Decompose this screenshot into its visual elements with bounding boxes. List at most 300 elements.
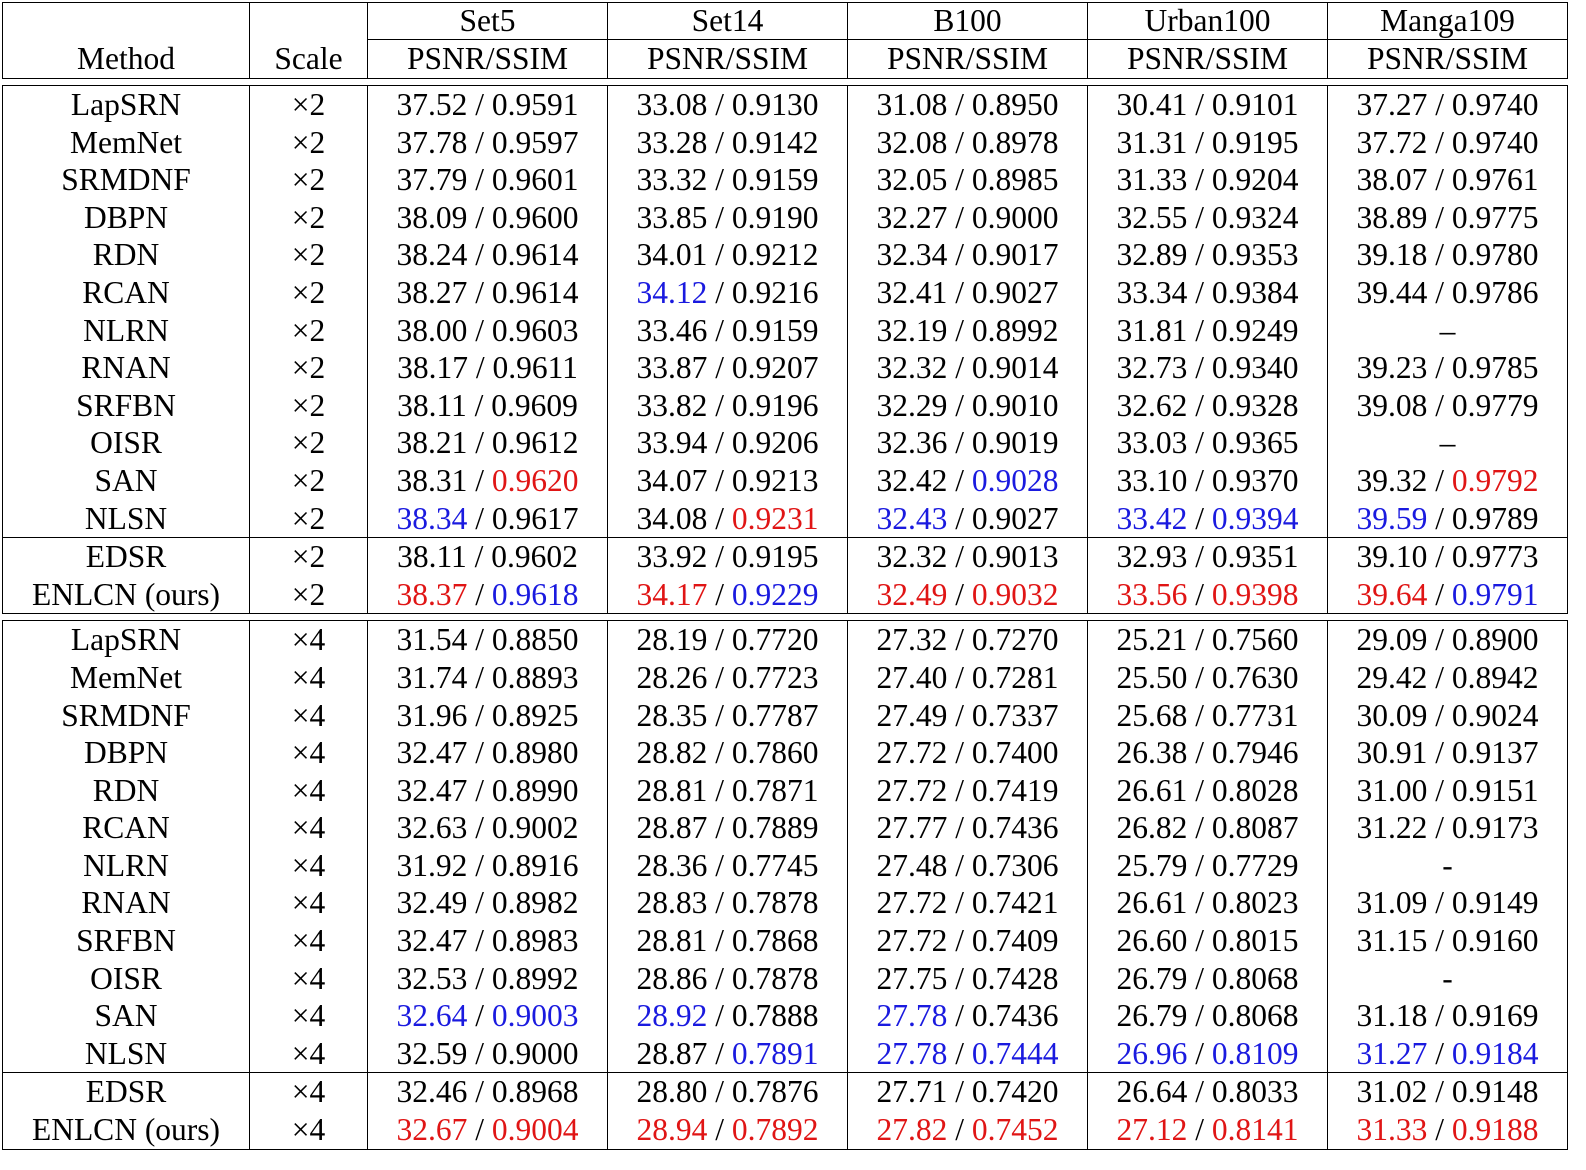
- ssim-value: 0.8990: [491, 772, 579, 808]
- value-separator: /: [1427, 539, 1452, 575]
- psnr-ssim-cell: [1088, 960, 1328, 998]
- method-cell: SRMDNF: [3, 161, 250, 199]
- method-cell: MemNet: [3, 124, 250, 162]
- psnr-value: 31.09: [1356, 885, 1428, 921]
- value-separator: /: [707, 350, 732, 386]
- value-separator: /: [1187, 237, 1212, 273]
- value-separator: /: [467, 847, 492, 883]
- method-cell: DBPN: [3, 734, 250, 772]
- value-separator: /: [947, 735, 972, 771]
- value-separator: /: [1427, 772, 1452, 808]
- value-separator: /: [467, 350, 493, 386]
- psnr-value: 29.42: [1356, 659, 1428, 695]
- psnr-value: 28.86: [636, 960, 708, 996]
- value-separator: /: [947, 162, 972, 198]
- psnr-ssim-cell: [1088, 884, 1328, 922]
- value-separator: /: [467, 274, 492, 310]
- psnr-value: 39.64: [1356, 576, 1428, 612]
- psnr-ssim-cell: [1088, 500, 1328, 538]
- psnr-ssim-cell: [1328, 734, 1568, 772]
- value-separator: /: [1187, 462, 1212, 498]
- ssim-value: 0.9149: [1451, 885, 1539, 921]
- psnr-ssim-cell: [368, 387, 608, 425]
- scale-cell: ×4: [250, 659, 368, 697]
- psnr-value: 28.87: [636, 1035, 708, 1071]
- ssim-value: 0.9024: [1451, 697, 1539, 733]
- psnr-ssim-cell: [1088, 659, 1328, 697]
- value-separator: /: [947, 576, 972, 612]
- value-separator: /: [1187, 1074, 1212, 1110]
- ssim-value: 0.8983: [491, 923, 579, 959]
- psnr-ssim-cell: [848, 236, 1088, 274]
- value-separator: /: [947, 923, 972, 959]
- psnr-value: 31.92: [396, 847, 468, 883]
- value-separator: /: [707, 539, 732, 575]
- value-separator: /: [467, 998, 492, 1034]
- results-table-container: [2, 2, 1568, 1150]
- ssim-value: 0.9618: [491, 576, 579, 612]
- psnr-ssim-cell: [1328, 922, 1568, 960]
- psnr-value: 38.27: [396, 274, 468, 310]
- ssim-value: 0.9773: [1451, 539, 1539, 575]
- ssim-value: 0.9213: [731, 462, 819, 498]
- psnr-value: 38.34: [396, 500, 468, 536]
- value-separator: /: [467, 810, 492, 846]
- ssim-value: 0.9791: [1451, 576, 1539, 612]
- ssim-value: 0.7281: [971, 659, 1059, 695]
- psnr-ssim-cell: [1088, 424, 1328, 462]
- ssim-value: 0.9160: [1451, 923, 1539, 959]
- ssim-value: 0.9014: [971, 350, 1059, 386]
- psnr-ssim-cell: [368, 424, 608, 462]
- psnr-ssim-cell: [1088, 1111, 1328, 1149]
- ssim-value: 0.7729: [1211, 847, 1299, 883]
- value-separator: /: [1187, 923, 1212, 959]
- ssim-value: 0.9600: [491, 199, 579, 235]
- psnr-ssim-cell: [1328, 847, 1568, 885]
- value-separator: /: [1187, 539, 1212, 575]
- psnr-ssim-cell: [1328, 424, 1568, 462]
- value-separator: /: [1187, 387, 1212, 423]
- psnr-ssim-cell: [848, 1073, 1088, 1111]
- scale-cell: ×4: [250, 997, 368, 1035]
- psnr-value: 25.68: [1116, 697, 1188, 733]
- value-separator: /: [947, 810, 972, 846]
- value-separator: /: [947, 274, 972, 310]
- psnr-ssim-cell: [1088, 312, 1328, 350]
- value-separator: /: [1427, 1112, 1452, 1148]
- table-row: [3, 500, 1568, 538]
- ssim-value: 0.9216: [731, 274, 819, 310]
- psnr-value: 34.17: [636, 576, 708, 612]
- psnr-value: 31.22: [1356, 810, 1428, 846]
- psnr-ssim-cell: [1328, 199, 1568, 237]
- header-metric: PSNR/SSIM: [1328, 40, 1568, 79]
- ssim-value: 0.8068: [1211, 998, 1299, 1034]
- psnr-ssim-cell: [608, 884, 848, 922]
- psnr-ssim-cell: [368, 1035, 608, 1073]
- psnr-value: 34.12: [636, 274, 708, 310]
- method-cell: LapSRN: [3, 621, 250, 659]
- header-dataset: B100: [848, 3, 1088, 40]
- value-separator: /: [1187, 885, 1212, 921]
- psnr-ssim-cell: [848, 161, 1088, 199]
- psnr-ssim-cell: [608, 576, 848, 614]
- ssim-value: 0.9740: [1451, 124, 1539, 160]
- value-separator: /: [1187, 350, 1212, 386]
- ssim-value: 0.9398: [1211, 576, 1299, 612]
- ssim-value: 0.7878: [731, 960, 819, 996]
- psnr-ssim-cell: [848, 1035, 1088, 1073]
- psnr-value: 32.67: [396, 1112, 468, 1148]
- ssim-value: 0.8850: [491, 622, 579, 658]
- value-separator: /: [467, 735, 492, 771]
- value-separator: /: [1187, 735, 1212, 771]
- psnr-ssim-cell: [848, 884, 1088, 922]
- psnr-ssim-cell: [1088, 236, 1328, 274]
- psnr-value: 38.21: [396, 425, 468, 461]
- value-separator: /: [467, 960, 492, 996]
- value-separator: /: [707, 576, 732, 612]
- psnr-ssim-cell: [1088, 734, 1328, 772]
- method-cell: EDSR: [3, 1073, 250, 1111]
- psnr-value: 31.00: [1356, 772, 1428, 808]
- psnr-value: 38.00: [396, 312, 468, 348]
- method-cell: ENLCN (ours): [3, 1111, 250, 1149]
- ssim-value: 0.7871: [731, 772, 819, 808]
- value-separator: /: [1187, 576, 1212, 612]
- scale-cell: ×2: [250, 538, 368, 576]
- psnr-ssim-cell: [1328, 884, 1568, 922]
- psnr-ssim-cell: [1088, 124, 1328, 162]
- psnr-value: 32.42: [876, 462, 948, 498]
- table-row: [3, 387, 1568, 425]
- ssim-value: 0.9019: [971, 425, 1059, 461]
- value-separator: /: [466, 387, 492, 423]
- method-cell: RNAN: [3, 884, 250, 922]
- psnr-value: 32.47: [396, 923, 468, 959]
- psnr-ssim-cell: [848, 847, 1088, 885]
- value-separator: /: [707, 659, 732, 695]
- ssim-value: 0.7946: [1211, 735, 1299, 771]
- ssim-value: 0.7428: [971, 960, 1059, 996]
- value-separator: /: [1187, 199, 1212, 235]
- psnr-ssim-cell: [368, 1111, 608, 1149]
- ssim-value: 0.9195: [1211, 124, 1299, 160]
- table-row: [3, 86, 1568, 124]
- ssim-value: 0.9148: [1451, 1074, 1539, 1110]
- psnr-ssim-cell: [608, 621, 848, 659]
- psnr-ssim-cell: [848, 576, 1088, 614]
- psnr-ssim-cell: [368, 659, 608, 697]
- value-separator: /: [1427, 500, 1452, 536]
- value-separator: /: [947, 350, 972, 386]
- psnr-value: 38.07: [1356, 162, 1428, 198]
- psnr-ssim-cell: [1328, 1073, 1568, 1111]
- method-cell: NLSN: [3, 1035, 250, 1073]
- psnr-value: 32.27: [876, 199, 948, 235]
- psnr-value: 32.05: [876, 162, 948, 198]
- value-separator: /: [1187, 810, 1212, 846]
- ssim-value: 0.9028: [971, 462, 1059, 498]
- psnr-ssim-cell: [1088, 997, 1328, 1035]
- psnr-value: 27.77: [876, 810, 948, 846]
- ssim-value: 0.8023: [1211, 885, 1299, 921]
- psnr-ssim-cell: [848, 538, 1088, 576]
- psnr-ssim-cell: [1328, 997, 1568, 1035]
- psnr-ssim-cell: [368, 274, 608, 312]
- value-separator: /: [1427, 124, 1452, 160]
- psnr-ssim-cell: [608, 500, 848, 538]
- psnr-value: 27.48: [876, 847, 948, 883]
- psnr-value: 38.31: [396, 462, 468, 498]
- psnr-value: 31.96: [396, 697, 468, 733]
- value-separator: /: [1427, 237, 1452, 273]
- value-separator: /: [947, 312, 972, 348]
- psnr-value: 32.53: [396, 960, 468, 996]
- psnr-ssim-cell: [1088, 86, 1328, 124]
- ssim-value: 0.7630: [1211, 659, 1299, 695]
- ssim-value: 0.7436: [971, 998, 1059, 1034]
- psnr-value: 37.78: [396, 124, 468, 160]
- method-cell: LapSRN: [3, 86, 250, 124]
- value-separator: /: [707, 1074, 732, 1110]
- value-separator: /: [707, 124, 732, 160]
- psnr-ssim-cell: [848, 809, 1088, 847]
- psnr-value: 39.18: [1356, 237, 1428, 273]
- psnr-ssim-cell: [368, 734, 608, 772]
- ssim-value: 0.9013: [971, 539, 1059, 575]
- value-separator: /: [467, 659, 492, 695]
- value-separator: /: [947, 1035, 972, 1071]
- ssim-value: 0.7720: [731, 622, 819, 658]
- psnr-ssim-cell: [608, 312, 848, 350]
- psnr-ssim-cell: [368, 500, 608, 538]
- psnr-ssim-cell: [1328, 124, 1568, 162]
- ssim-value: 0.8028: [1211, 772, 1299, 808]
- ssim-value: 0.7860: [731, 735, 819, 771]
- ssim-value: 0.9151: [1451, 772, 1539, 808]
- value-separator: /: [467, 425, 492, 461]
- value-separator: /: [467, 885, 492, 921]
- psnr-ssim-cell: [1088, 922, 1328, 960]
- psnr-ssim-cell: [608, 847, 848, 885]
- ssim-value: 0.8982: [491, 885, 579, 921]
- psnr-ssim-cell: [608, 161, 848, 199]
- psnr-ssim-cell: [368, 1073, 608, 1111]
- scale-cell: ×2: [250, 236, 368, 274]
- psnr-value: 37.72: [1356, 124, 1428, 160]
- psnr-ssim-cell: [848, 1111, 1088, 1149]
- header-dataset: Manga109: [1328, 3, 1568, 40]
- value-separator: /: [1427, 350, 1452, 386]
- psnr-value: 27.71: [876, 1074, 948, 1110]
- psnr-ssim-cell: [848, 124, 1088, 162]
- psnr-ssim-cell: [1328, 772, 1568, 810]
- value-separator: /: [1187, 425, 1212, 461]
- ssim-value: 0.9614: [491, 237, 579, 273]
- psnr-ssim-cell: [848, 621, 1088, 659]
- psnr-ssim-cell: [368, 576, 608, 614]
- psnr-value: 27.82: [876, 1112, 948, 1148]
- scale-cell: ×2: [250, 274, 368, 312]
- ssim-value: 0.9324: [1211, 199, 1299, 235]
- method-cell: MemNet: [3, 659, 250, 697]
- psnr-ssim-cell: [848, 349, 1088, 387]
- ssim-value: 0.9761: [1451, 162, 1539, 198]
- psnr-value: 33.10: [1116, 462, 1188, 498]
- ssim-value: 0.9003: [491, 998, 579, 1034]
- ssim-value: 0.7420: [971, 1074, 1059, 1110]
- value-separator: /: [707, 735, 732, 771]
- value-separator: /: [707, 387, 732, 423]
- value-separator: /: [707, 1035, 732, 1071]
- psnr-ssim-cell: [608, 199, 848, 237]
- psnr-ssim-cell: [1328, 86, 1568, 124]
- value-separator: /: [947, 1074, 972, 1110]
- ssim-value: 0.9394: [1211, 500, 1299, 536]
- psnr-ssim-cell: [368, 312, 608, 350]
- ssim-value: 0.8992: [971, 312, 1059, 348]
- psnr-value: 29.09: [1356, 622, 1428, 658]
- ssim-value: 0.9597: [491, 124, 579, 160]
- ssim-value: 0.7889: [731, 810, 819, 846]
- psnr-ssim-cell: [1088, 772, 1328, 810]
- ssim-value: 0.9353: [1211, 237, 1299, 273]
- psnr-value: 32.49: [876, 576, 948, 612]
- ssim-value: 0.7444: [971, 1035, 1059, 1071]
- method-cell: NLRN: [3, 847, 250, 885]
- ssim-value: 0.9602: [491, 539, 578, 575]
- ssim-value: 0.7270: [971, 622, 1059, 658]
- psnr-value: 33.56: [1116, 576, 1188, 612]
- value-separator: /: [1187, 659, 1212, 695]
- method-cell: NLRN: [3, 312, 250, 350]
- table-row: [3, 161, 1568, 199]
- ssim-value: 0.7560: [1211, 622, 1299, 658]
- psnr-value: 33.28: [636, 124, 708, 160]
- psnr-ssim-cell: [368, 922, 608, 960]
- psnr-value: 27.72: [876, 772, 948, 808]
- psnr-ssim-cell: [1088, 274, 1328, 312]
- psnr-value: 28.82: [636, 735, 708, 771]
- ssim-value: 0.9027: [971, 274, 1059, 310]
- header-dataset: Set14: [608, 3, 848, 40]
- value-separator: /: [947, 425, 972, 461]
- ssim-value: 0.9017: [971, 237, 1059, 273]
- method-cell: RCAN: [3, 809, 250, 847]
- psnr-value: 31.27: [1356, 1035, 1428, 1071]
- psnr-value: 30.41: [1116, 87, 1188, 122]
- psnr-value: 32.43: [876, 500, 948, 536]
- psnr-ssim-cell: [608, 997, 848, 1035]
- table-row: [3, 960, 1568, 998]
- ssim-value: 0.7888: [731, 998, 819, 1034]
- ssim-value: 0.7868: [731, 923, 819, 959]
- psnr-value: 33.42: [1116, 500, 1188, 536]
- ssim-value: 0.7892: [731, 1112, 819, 1148]
- header-dataset: Urban100: [1088, 3, 1328, 40]
- method-cell: SAN: [3, 462, 250, 500]
- scale-cell: ×2: [250, 86, 368, 124]
- table-row: [3, 576, 1568, 614]
- psnr-ssim-cell: [1088, 387, 1328, 425]
- ssim-value: 0.9365: [1211, 425, 1299, 461]
- table-row: [3, 809, 1568, 847]
- psnr-value: 32.47: [396, 772, 468, 808]
- psnr-value: 26.82: [1116, 810, 1188, 846]
- psnr-value: 33.08: [636, 87, 708, 122]
- ssim-value: 0.9206: [731, 425, 819, 461]
- table-row: [3, 124, 1568, 162]
- value-separator: /: [947, 659, 972, 695]
- psnr-ssim-cell: [1328, 538, 1568, 576]
- method-cell: RCAN: [3, 274, 250, 312]
- psnr-ssim-cell: [1328, 960, 1568, 998]
- psnr-value: 33.46: [636, 312, 708, 348]
- psnr-value: 30.09: [1356, 697, 1428, 733]
- ssim-value: 0.9137: [1451, 735, 1539, 771]
- value-separator: /: [467, 500, 492, 536]
- psnr-value: 31.33: [1116, 162, 1188, 198]
- results-table: [2, 2, 1568, 1150]
- method-cell: RNAN: [3, 349, 250, 387]
- table-row: [3, 1073, 1568, 1111]
- ssim-value: 0.8992: [491, 960, 579, 996]
- method-cell: RDN: [3, 772, 250, 810]
- psnr-ssim-cell: [608, 659, 848, 697]
- psnr-value: 26.38: [1116, 735, 1188, 771]
- psnr-value: 34.01: [636, 237, 708, 273]
- scale-cell: ×2: [250, 424, 368, 462]
- ssim-value: 0.8109: [1211, 1035, 1299, 1071]
- header-metric: PSNR/SSIM: [1088, 40, 1328, 79]
- psnr-ssim-cell: [848, 997, 1088, 1035]
- ssim-value: 0.7436: [971, 810, 1059, 846]
- psnr-ssim-cell: [1088, 462, 1328, 500]
- psnr-ssim-cell: [368, 462, 608, 500]
- value-separator: /: [1187, 124, 1212, 160]
- value-separator: /: [947, 124, 972, 160]
- scale-cell: ×2: [250, 161, 368, 199]
- psnr-ssim-cell: [1328, 659, 1568, 697]
- psnr-value: 32.08: [876, 124, 948, 160]
- ssim-value: 0.7419: [971, 772, 1059, 808]
- psnr-ssim-cell: [1328, 462, 1568, 500]
- value-separator: /: [1187, 772, 1212, 808]
- ssim-value: 0.9740: [1451, 87, 1539, 122]
- value-separator: /: [947, 462, 972, 498]
- ssim-value: 0.7306: [971, 847, 1059, 883]
- psnr-ssim-cell: [848, 86, 1088, 124]
- scale-cell: ×4: [250, 1073, 368, 1111]
- method-cell: EDSR: [3, 538, 250, 576]
- ssim-value: 0.9591: [491, 87, 579, 122]
- psnr-ssim-cell: [368, 621, 608, 659]
- ssim-value: 0.7878: [731, 885, 819, 921]
- psnr-value: 38.89: [1356, 199, 1428, 235]
- ssim-value: 0.9231: [731, 500, 819, 536]
- psnr-ssim-cell: [848, 500, 1088, 538]
- psnr-value: 32.62: [1116, 387, 1188, 423]
- value-separator: /: [1187, 87, 1212, 122]
- value-separator: /: [1427, 923, 1452, 959]
- psnr-value: 26.61: [1116, 772, 1188, 808]
- ssim-value: 0.9195: [731, 539, 819, 575]
- ssim-value: 0.9789: [1451, 500, 1539, 536]
- psnr-value: 37.52: [396, 87, 468, 122]
- ssim-value: 0.8950: [971, 87, 1059, 122]
